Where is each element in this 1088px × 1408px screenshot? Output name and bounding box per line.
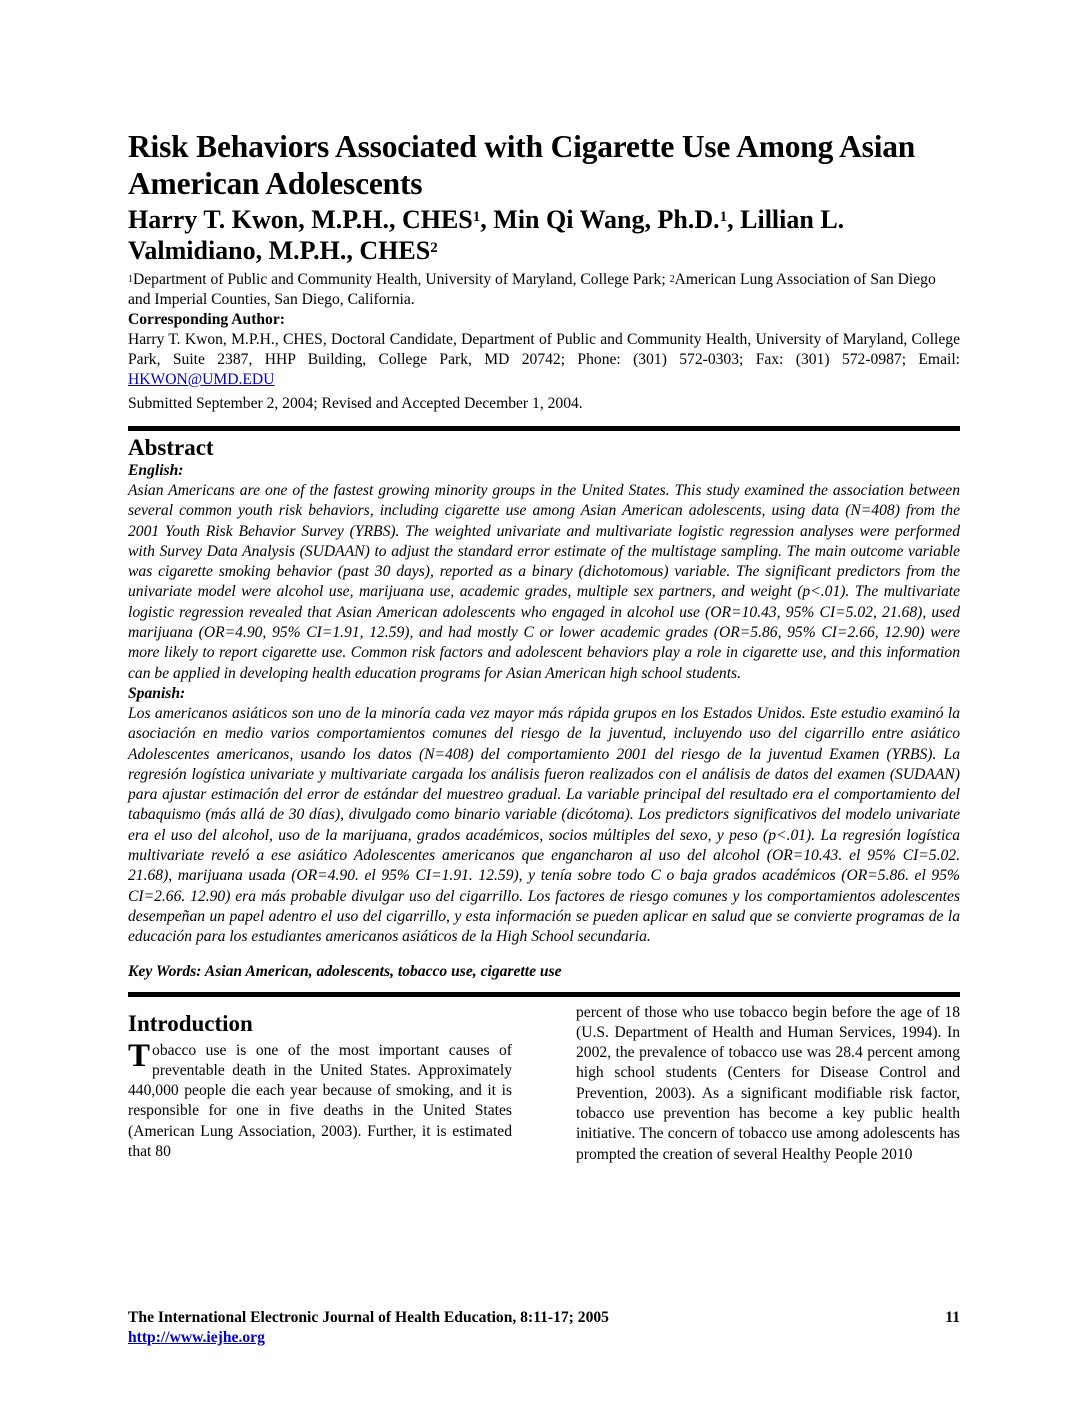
section-divider — [128, 992, 960, 997]
intro-column-right — [576, 1003, 960, 1165]
author-3: Lillian L. Valmidiano, M.P.H., CHES$^2$ — [128, 205, 845, 265]
abstract-english: Asian Americans are one of the fastest growing minority groups in the United States. This study examined the association between several common youth risk behaviors, including cigarette use among Asian American adolescents, using data (N=408) from the 2001 Youth Risk Behavior Survey (YRBS). The weighted univariate and multivariate logistic regression analyses were performed with Survey Data Analysis (SUDAAN) to adjust the standard error estimate of the multistage sampling. The main outcome variable was cigarette smoking behavior (past 30 days), reported as a binary (dichotomous) variable. The significant predictors from the univariate model were alcohol use, marijuana use, academic grades, multiple sex partners, and weight (p<.01). The multivariate logistic regression revealed that Asian American adolescents who engaged in alcohol use (OR=10.43, 95% CI=5.02, 21.68), used marijuana (OR=4.90, 95% CI=1.91, 12.59), and had mostly C or lower academic grades (OR=5.86, 95% CI=2.66, 12.90) were more likely to report cigarette use. Common risk factors and adolescent behaviors play a role in cigarette use, and this information can be applied in developing health education programs for Asian American high school students. — [128, 482, 960, 682]
intro-paragraph-1: Tobacco use is one of the most important causes of preventable death in the United States. Approximately 440,000 people die each year because of smoking, and it is responsible for one in five deaths in the United States (American Lung Association, 2003). Further, it is estimated that 80 — [128, 1037, 512, 1161]
page-footer — [128, 1308, 960, 1348]
author-list — [128, 204, 960, 266]
introduction-heading: Introduction — [128, 1010, 253, 1036]
introduction-section — [128, 1003, 960, 1165]
author-2: Min Qi Wang, Ph.D.$^1$, — [493, 205, 741, 234]
abstract-spanish: Los americanos asiáticos son uno de la minoría cada vez mayor más rápida grupos en los Estados Unidos. Este estudio examinó la asociación en medio varios comportamientos comunes del riesgo de la juventud, incluyendo uso del cigarrillo entre asiático Adolescentes americanos, usando los datos (N=408) del comportamiento 2001 del riesgo de la juventud Examen (YRBS). La regresión logística univariate y multivariate cargada los análisis fueron realizados con el análisis de datos del examen (SUDAAN) para ajustar estimación del error de estándar del muestreo gradual. La variable principal del resultado era el comportamiento del tabaquismo (más allá de 30 días), divulgado como binario variable (dicótoma). Los predictors significativos del modelo univariate era el uso del alcohol, uso de la marijuana, grados académicos, socios múltiples del sexo, y peso (p<.01). La regresión logística multivariate reveló a ese asiático Adolescentes americanos que engancharon al uso del alcohol (OR=10.43. el 95% CI=5.02. 21.68), marijuana usada (OR=4.90. el 95% CI=1.91. 12.59), y tenía sobre todo C o baja grados académicos (OR=5.86. el 95% CI=2.66. 12.90) era más probable divulgar uso del cigarrillo. Los factores de riesgo comunes y los comportamientos adolescentes desempeñan un papel adentro el uso del cigarrillo, y esta información se pueden aplicar en salud que se convierte programas de la educación para los estudiantes americanos asiáticos de la High School secundaria. — [128, 704, 960, 946]
paper-page — [128, 128, 960, 1165]
intro-column-left — [128, 1003, 512, 1165]
corresponding-author-label: Corresponding Author: — [128, 311, 285, 328]
abstract-heading: Abstract — [128, 435, 214, 460]
affiliations: $^1$Department of Public and Community Health, University of Maryland, College Park; $^2$American Lung Association of San Diego and Imperial Counties, San Diego, California. — [128, 271, 936, 308]
keywords: Key Words: Asian American, adolescents, tobacco use, cigarette use — [128, 962, 562, 980]
submission-dates: Submitted September 2, 2004; Revised and Accepted December 1, 2004. — [128, 395, 583, 412]
intro-paragraph-2: percent of those who use tobacco begin before the age of 18 (U.S. Department of Health and Human Services, 1994). In 2002, the prevalence of tobacco use was 28.4 percent among high school students (Centers for Disease Control and Prevention, 2003). As a significant modifiable risk factor, tobacco use prevention has become a key public health initiative. The concern of tobacco use among adolescents has prompted the creation of several Healthy People 2010 — [576, 1003, 960, 1163]
email-link[interactable]: HKWON@UMD.EDU — [128, 371, 275, 388]
journal-citation: The International Electronic Journal of Health Education, 8:11-17; 2005 — [128, 1309, 609, 1326]
spanish-label: Spanish: — [128, 684, 186, 702]
drop-cap: T — [128, 1037, 151, 1074]
journal-url-link[interactable]: http://www.iejhe.org — [128, 1329, 265, 1346]
corresponding-author-details: Harry T. Kwon, M.P.H., CHES, Doctoral Candidate, Department of Public and Community Health, University of Maryland, College Park, Suite 2387, HHP Building, College Park, MD 20742; Phone: (301) 572-0303; Fax: (301) 572-0987; Email: HKWON@UMD.EDU — [128, 331, 960, 388]
author-1: Harry T. Kwon, M.P.H., CHES$^1$, — [128, 205, 494, 234]
page-number: 11 — [945, 1309, 960, 1326]
section-divider — [128, 426, 960, 431]
english-label: English: — [128, 462, 184, 479]
paper-title: Risk Behaviors Associated with Cigarette Use Among Asian American Adolescents — [128, 129, 916, 201]
